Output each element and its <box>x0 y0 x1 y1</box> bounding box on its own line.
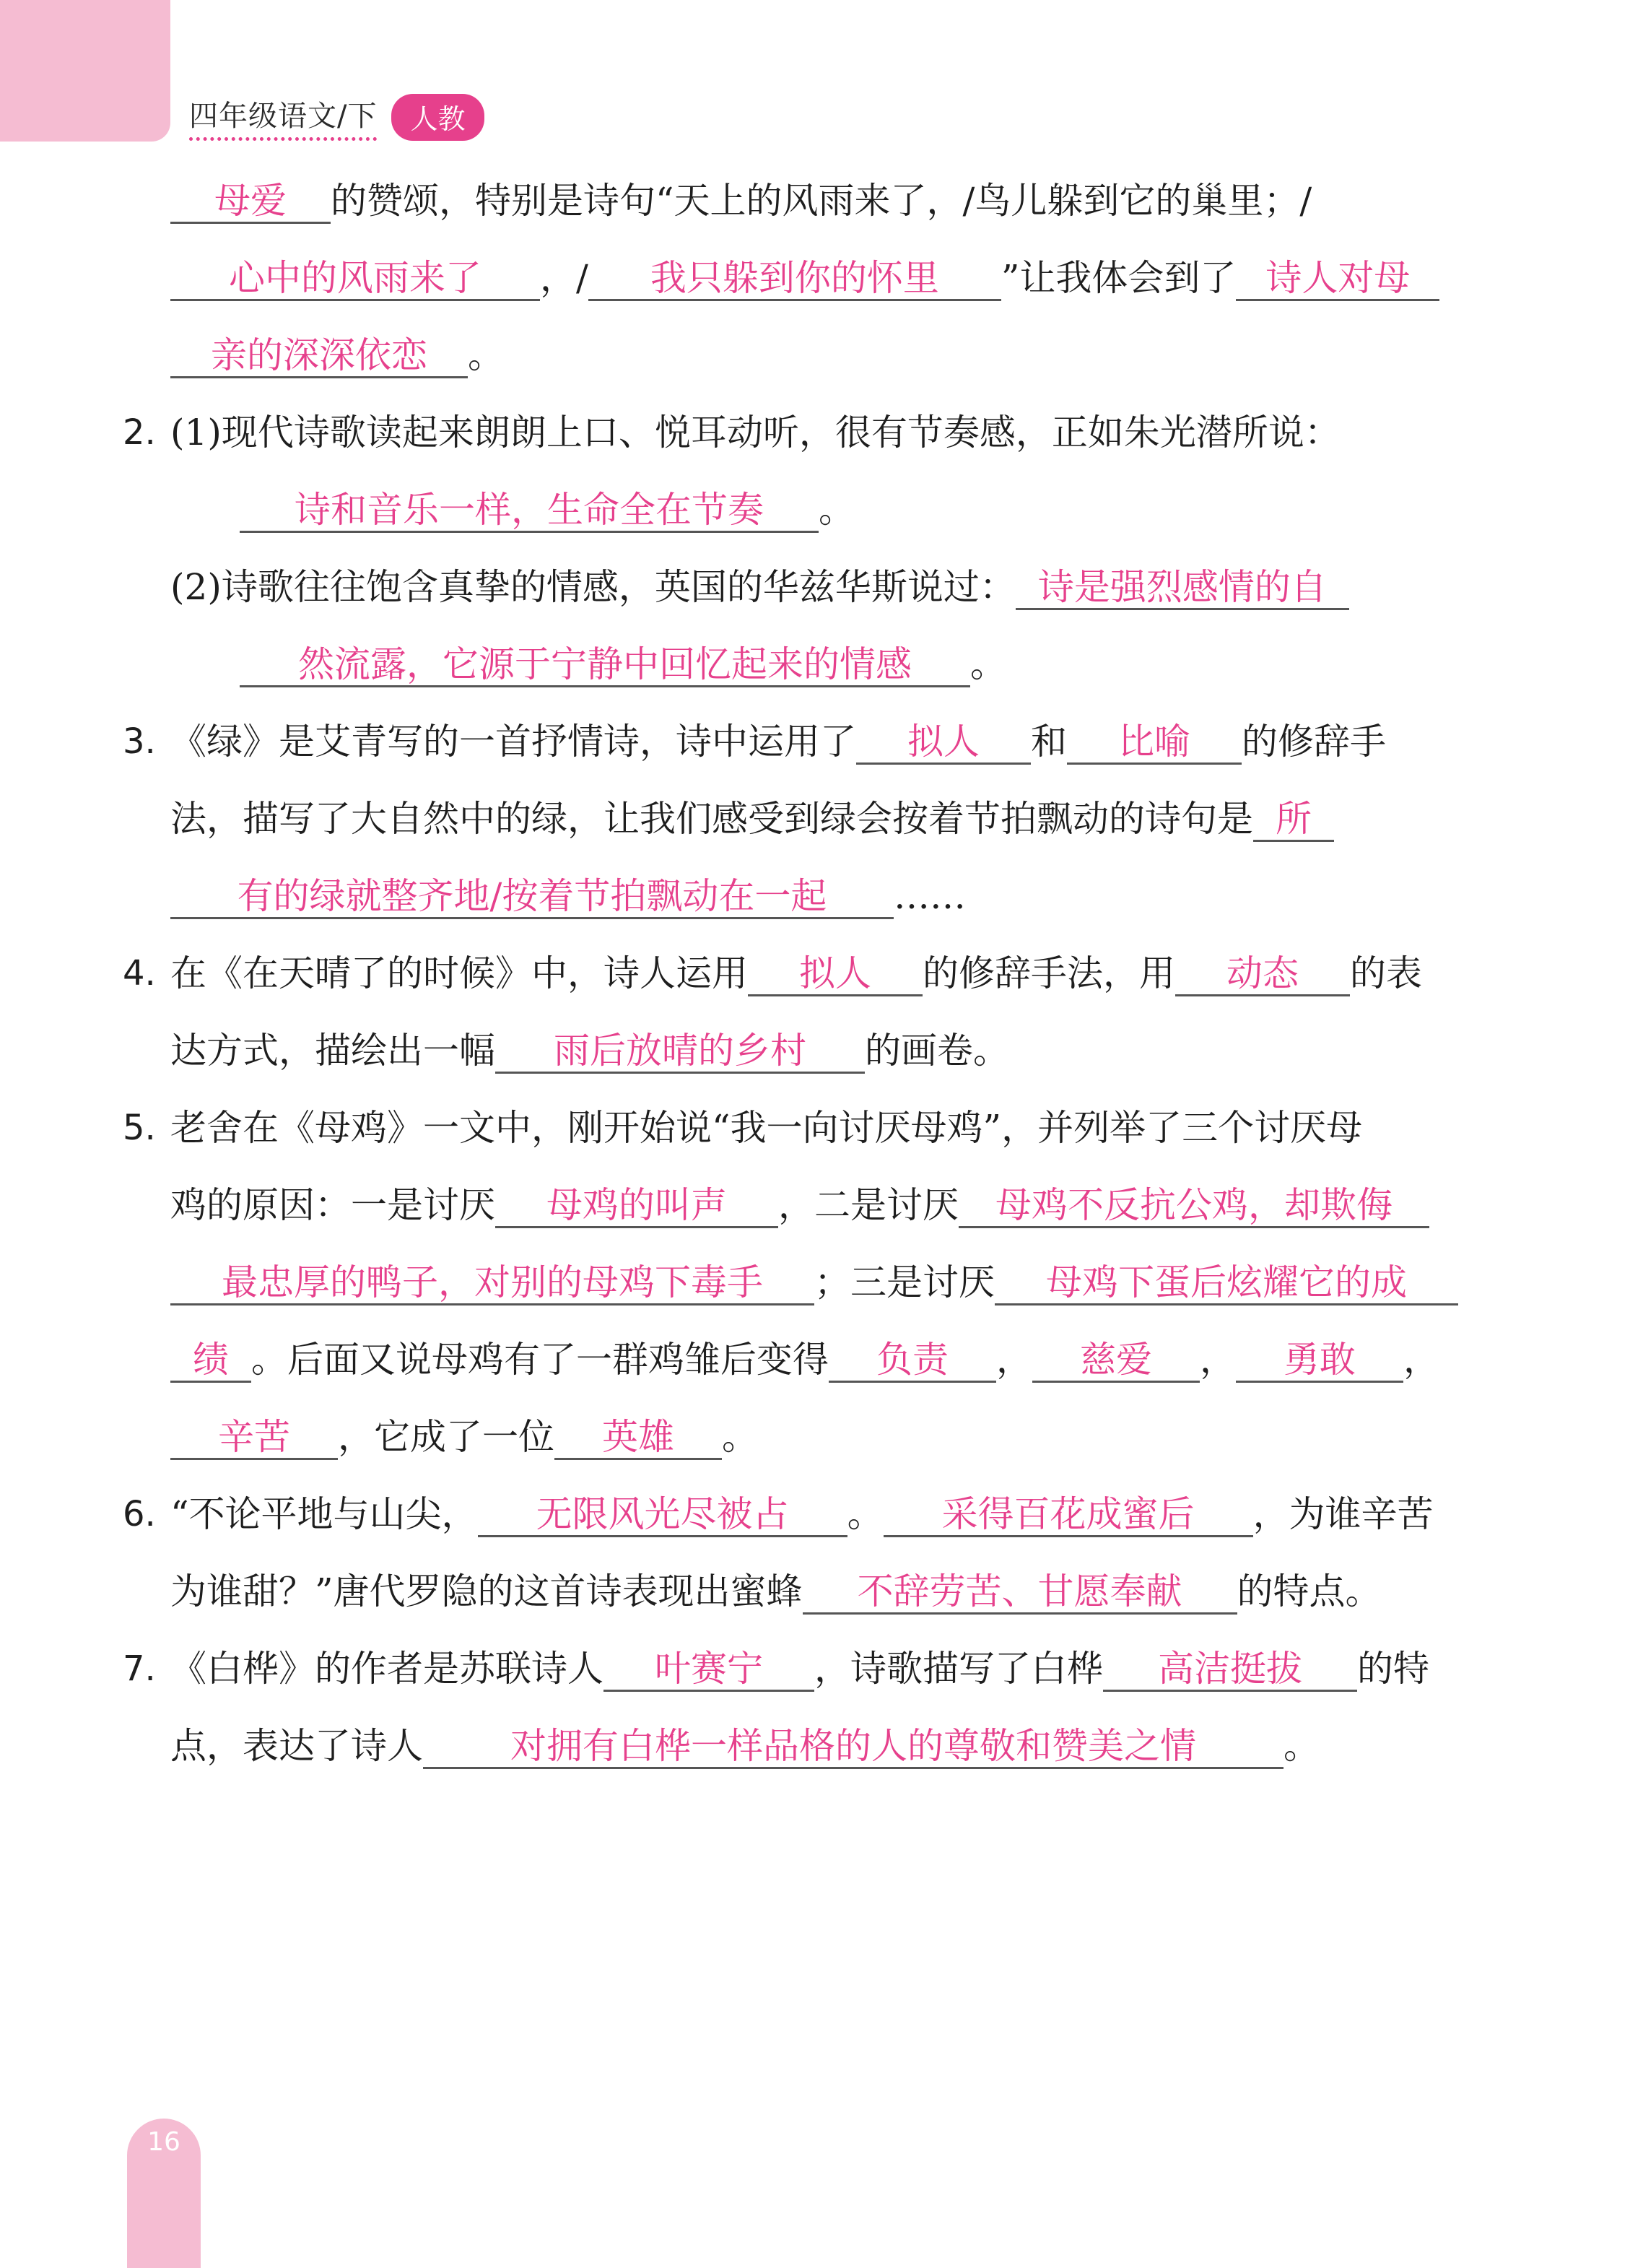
blank[interactable]: 诗和音乐一样，生命全在节奏 <box>240 489 819 533</box>
text: ，它成了一位 <box>338 1416 554 1458</box>
text: 《白桦》的作者是苏联诗人 <box>170 1648 603 1690</box>
blank[interactable]: 我只躲到你的怀里 <box>588 257 1001 301</box>
header-title: 四年级语文/下 <box>189 93 377 141</box>
blank[interactable]: 绩 <box>170 1339 251 1383</box>
blank[interactable]: 对拥有白桦一样品格的人的尊敬和赞美之情 <box>423 1725 1283 1769</box>
question-6 <box>123 1476 1509 1630</box>
question-number: 5. <box>123 1108 156 1148</box>
blank[interactable]: 雨后放晴的乡村 <box>495 1030 865 1074</box>
blank[interactable]: 动态 <box>1175 952 1350 996</box>
text: 的修辞手 <box>1242 721 1386 762</box>
text: (1)现代诗歌读起来朗朗上口、悦耳动听，很有节奏感，正如朱光潜所说： <box>170 412 1341 453</box>
text: 。 <box>970 643 1006 685</box>
blank[interactable]: 心中的风雨来了 <box>170 257 540 301</box>
blank[interactable]: 拟人 <box>856 721 1031 765</box>
text: 的修辞手法，用 <box>923 952 1175 994</box>
text: 鸡的原因：一是讨厌 <box>170 1184 495 1226</box>
question-2 <box>123 394 1509 703</box>
blank[interactable]: 母鸡不反抗公鸡，却欺侮 <box>959 1184 1429 1228</box>
blank[interactable]: 拟人 <box>748 952 923 996</box>
text: ，诗歌描写了白桦 <box>814 1648 1103 1690</box>
question-7 <box>123 1630 1509 1785</box>
text: 的表 <box>1350 952 1422 994</box>
page-header <box>189 92 484 142</box>
blank[interactable]: 母鸡的叫声 <box>495 1184 778 1228</box>
blank[interactable]: 负责 <box>829 1339 996 1383</box>
text: 在《在天晴了的时候》中，诗人运用 <box>170 952 748 994</box>
text: 的特 <box>1357 1648 1429 1690</box>
blank[interactable]: 比喻 <box>1067 721 1242 765</box>
text: ，为谁辛苦 <box>1252 1493 1434 1535</box>
blank[interactable]: 采得百花成蜜后 <box>884 1493 1253 1537</box>
text: 。 <box>468 334 504 376</box>
blank[interactable]: 最忠厚的鸭子，对别的母鸡下毒手 <box>170 1261 814 1305</box>
blank[interactable]: 诗是强烈感情的自 <box>1016 566 1349 610</box>
blank[interactable]: 高洁挺拔 <box>1103 1648 1357 1692</box>
blank[interactable]: 叶赛宁 <box>603 1648 814 1692</box>
question-3 <box>123 703 1509 935</box>
text: 。 <box>1283 1725 1320 1767</box>
blank[interactable]: 无限风光尽被占 <box>478 1493 847 1537</box>
text: 。后面又说母鸡有了一群鸡雏后变得 <box>251 1339 829 1381</box>
text: 的画卷。 <box>865 1030 1009 1072</box>
page-number: 16 <box>147 2127 180 2157</box>
text: ”让我体会到了 <box>1001 257 1237 299</box>
question-4 <box>123 935 1509 1090</box>
blank[interactable]: 英雄 <box>554 1416 722 1460</box>
text: “不论平地与山尖， <box>170 1493 478 1535</box>
text: ， <box>996 1339 1032 1381</box>
question-1-continued <box>123 162 1509 394</box>
blank[interactable]: 勇敢 <box>1236 1339 1403 1383</box>
question-number: 7. <box>123 1648 156 1689</box>
text: 点，表达了诗人 <box>170 1725 423 1767</box>
text: (2)诗歌往往饱含真挚的情感，英国的华兹华斯说过： <box>170 566 1016 608</box>
text: ， <box>1200 1339 1236 1381</box>
answer-content <box>123 162 1509 1785</box>
blank[interactable]: 慈爱 <box>1032 1339 1200 1383</box>
text: ；三是讨厌 <box>814 1261 995 1303</box>
text: 为谁甜？”唐代罗隐的这首诗表现出蜜蜂 <box>170 1570 803 1612</box>
text: 法，描写了大自然中的绿，让我们感受到绿会按着节拍飘动的诗句是 <box>170 798 1253 840</box>
blank[interactable]: 亲的深深依恋 <box>170 334 468 378</box>
blank[interactable]: 有的绿就整齐地/按着节拍飘动在一起 <box>170 875 894 919</box>
text: 的特点。 <box>1237 1570 1382 1612</box>
text: ，/ <box>540 257 588 299</box>
text: 达方式，描绘出一幅 <box>170 1030 495 1072</box>
edition-badge: 人教 <box>391 94 484 141</box>
blank[interactable]: 不辞劳苦、甘愿奉献 <box>803 1570 1237 1615</box>
question-5 <box>123 1090 1509 1476</box>
text: ， <box>1403 1339 1439 1381</box>
text: 和 <box>1031 721 1067 762</box>
text: 。 <box>819 489 855 531</box>
text: 《绿》是艾青写的一首抒情诗，诗中运用了 <box>170 721 856 762</box>
blank[interactable]: 然流露，它源于宁静中回忆起来的情感 <box>240 643 970 687</box>
blank[interactable]: 辛苦 <box>170 1416 338 1460</box>
text: 。 <box>722 1416 758 1458</box>
question-number: 3. <box>123 721 156 762</box>
question-number: 4. <box>123 953 156 994</box>
question-number: 6. <box>123 1494 156 1534</box>
text: 的赞颂，特别是诗句“天上的风雨来了，/鸟儿躲到它的巢里；/ <box>331 180 1312 222</box>
blank[interactable]: 诗人对母 <box>1236 257 1439 301</box>
corner-tab <box>0 0 170 142</box>
text: …… <box>894 875 966 917</box>
text: ，二是讨厌 <box>778 1184 959 1226</box>
text: 老舍在《母鸡》一文中，刚开始说“我一向讨厌母鸡”，并列举了三个讨厌母 <box>170 1107 1363 1149</box>
blank[interactable]: 母鸡下蛋后炫耀它的成 <box>995 1261 1458 1305</box>
question-number: 2. <box>123 412 156 453</box>
blank[interactable]: 所 <box>1253 798 1334 842</box>
text: 。 <box>847 1493 884 1535</box>
blank[interactable]: 母爱 <box>170 180 331 224</box>
